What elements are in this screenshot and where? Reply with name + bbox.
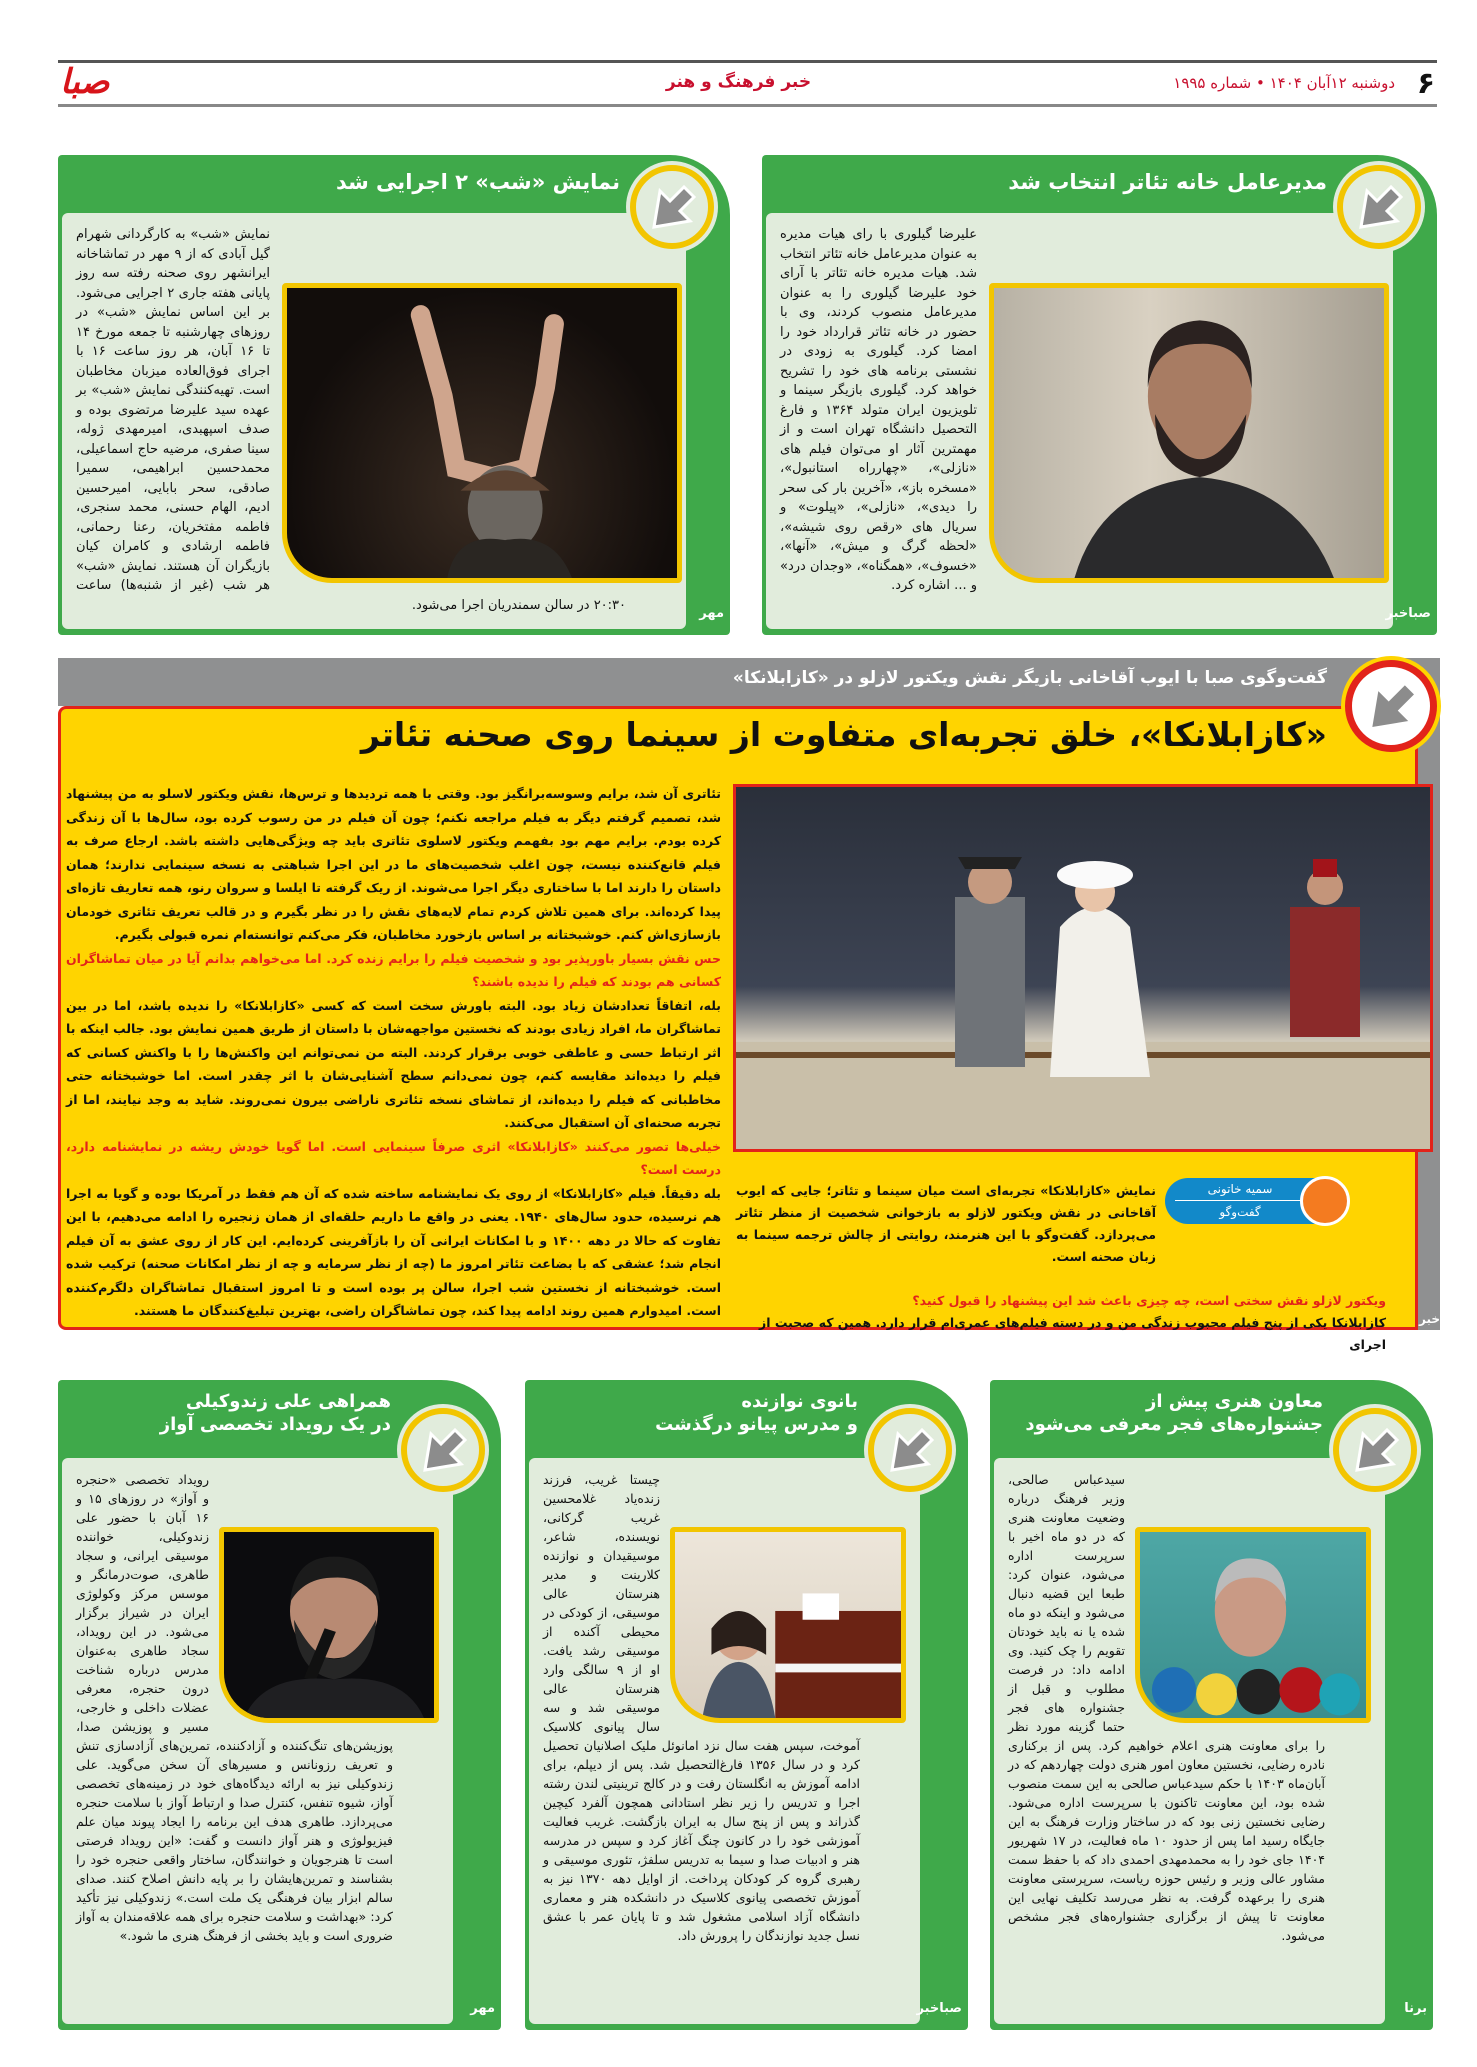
news-body: چیستا غریب، فرزند زنده‌یاد غلامحسین غریب گرکانی، نویسنده، شاعر، موسیقیدان و نوازنده کلارینت و مدیر هنرستان عالی موسیقی، از کودکی در محیطی آکنده از موسیقی رشد یافت. او از ۹ سالگی وارد هنرستان عالی موسیقی شد و سه سال پیانوی کلاسیک آموخت، سپس هفت سال نزد امانوئل ملیک اصلانیان تحصیل کرد و در سال ۱۳۵۶ فارغ‌التحصیل شد. پس از دیپلم، برای ادامه آموزش به انگلستان رفت و در کالج ترینیتی لندن رشته اجرا و تدریس را زیر نظر استادانی همچون آلفرد کیچین گذراند و پس از پنج سال به ایران بازگشت. غریب فعالیت آموزشی خود را در کانون چنگ آغاز کرد و سپس در مدرسه هنر و ادبیات صدا و سیما به تدریس سلفژ، تئوری موسیقی و رهبری گروه کر کودکان پرداخت. از اوایل دهه ۱۳۷۰ نیز به آموزش تخصصی پیانوی کلاسیک در دانشکده هنر و معماری دانشگاه آزاد اسلامی مشغول شد و تا پایان عمر با عشق نسل جدید نوازندگان را پرورش داد. <box>529 1458 920 1957</box>
news-photo-performer <box>282 283 682 583</box>
interview-headline: «کازابلانکا»، خلق تجربه‌ای متفاوت از سینما روی صحنه تئاتر <box>360 715 1327 754</box>
answer-1-start: کازابلانکا یکی از پنج فیلم محبوب زندگی من و در دسته فیلم‌های عمری‌ام قرار دارد. همین که صحبت از اجرای <box>759 1315 1386 1352</box>
answer-1-continued: تئاتری آن شد، برایم وسوسه‌برانگیز بود. وقتی با همه تردیدها و ترس‌ها، نقش ویکتور لاسلو به من پیشنهاد شد، تصمیم گرفتم دیگر به فیلم مراجعه نکنم؛ چون آن فیلم در من رسوب کرده بود، سال‌ها با آن زندگی کرده بودم. برایم مهم بود بفهمم ویکتور لاسلوی تئاتری باید چه ویژگی‌هایی داشته باشد. ارجاع صرف به فیلم قانع‌کننده نیست، چون اغلب شخصیت‌های ما در این اجرا شباهتی به نسخه سینمایی ندارند؛ همان داستان را دارند اما با ساختاری دیگر اجرا می‌شوند. از ریک گرفته تا ایلسا و سروان رنو، همه تعاریف تازه‌ای پیدا کرده‌اند. برای همین تلاش کردم تمام لایه‌های نقش را در نظر بگیرم و در قالب تعریف تئاتری خودمان بازسازی‌اش کنم. خوشبختانه بر اساس بازخورد مخاطبان، فکر می‌کنم توانسته‌ام نمره قبولی بگیرم. <box>66 786 721 942</box>
interview-text-column <box>66 782 721 1323</box>
interview-kicker: گفت‌وگوی صبا با ایوب آقاخانی بازیگر نقش ویکتور لازلو در «کازابلانکا» <box>732 668 1327 688</box>
answer-3: بله دقیقاً. فیلم «کازابلانکا» از روی یک نمایشنامه ساخته شده که آن هم فقط در آمریکا بوده و گویا به اجرا هم نرسیده، حدود سال‌های ۱۹۴۰. یعنی در واقع ما داریم حلقه‌ای از همان زنجیره را ادامه می‌دهیم، با این تفاوت که حالا در دهه ۱۴۰۰ و با امکانات ایرانی آن را بازآفرینی کرده‌ایم. این کار از روی عشق به آن فیلم انجام شد؛ عشقی که با بضاعت تئاتر امروز ما (چه از نظر سرمایه و چه از نظر امکانات صحنه) ترکیب شده است. خوشبختانه از نخستین شب اجرا، سالن پر بوده است و تا امروز استقبال تماشاگران دلگرم‌کننده است. امیدوارم همین روند ادامه پیدا کند، چون تماشاگران راضی، بهترین تبلیغ‌کنندگان ما هستند. <box>66 1185 721 1318</box>
news-body: سیدعباس صالحی، وزیر فرهنگ درباره وضعیت معاونت هنری که در دو ماه اخیر با سرپرست اداره می‌شود، عنوان کرد: طبعا این قضیه دنبال می‌شود و اینکه دو ماه شده یا نه باید خودتان تقویم را چک کنید. وی ادامه داد: در فرصت مطلوب و قبل از جشنواره های فجر حتما گزینه مورد نظر را برای معاونت هنری اعلام خواهیم کرد. پس از برکناری نادره رضایی، نخستین معاون امور هنری دولت چهاردهم که در آبان‌ماه ۱۴۰۳ با حکم سیدعباس صالحی به این سمت منصوب شده بود، این معاونت تاکنون با سرپرست اداره می‌شود. رضایی نخستین زنی بود که در ساختار وزارت فرهنگ به این جایگاه رسید اما پس از حدود ۱۰ ماه فعالیت، در ۱۷ شهریور ۱۴۰۴ جای خود را به محمدمهدی احمدی داد که با حفظ سمت مشاور عالی وزیر و رئیس حوزه ریاست، سرپرستی معاونت هنری را برعهده گرفت. به نظر می‌رسد تکلیف نهایی این معاونت تا پیش از برگزاری جشنواره‌های فجر مشخص می‌شود. <box>994 1458 1385 1957</box>
news-photo-portrait <box>989 283 1389 583</box>
newspaper-logo[interactable]: صبا <box>60 62 110 102</box>
question-3: خیلی‌ها تصور می‌کنند «کازابلانکا» اثری صرفاً سینمایی است. اما گویا خودش ریشه در نمایشنامه دارد، درست است؟ <box>66 1138 721 1177</box>
author-name: سمیه خاتونی <box>1175 1178 1305 1201</box>
news-source: صباخبر <box>1385 606 1431 621</box>
news-source: مهر <box>699 606 724 621</box>
news-title: معاون هنری پیش از جشنواره‌های فجر معرفی می‌شود <box>1025 1391 1323 1436</box>
header-bottom-rule <box>58 104 1437 107</box>
question-2: حس نقش بسیار باورپذیر بود و شخصیت فیلم را برایم زنده کرد. اما می‌خواهم بدانم آیا در میان تماشاگران کسانی هم بودند که فیلم را ندیده باشند؟ <box>66 950 721 989</box>
section-title: خبر فرهنگ و هنر <box>665 72 812 92</box>
news-title: همراهی علی زندوکیلی در یک رویداد تخصصی آواز <box>159 1391 391 1436</box>
arrow-badge-icon <box>1337 165 1421 249</box>
news-source: مهر <box>470 2001 495 2016</box>
news-box-shab-play <box>58 155 730 635</box>
arrow-badge-icon <box>630 165 714 249</box>
interview-source: صباخبر <box>1419 1312 1462 1326</box>
news-body: رویداد تخصصی «حنجره و آواز» در روزهای ۱۵ و ۱۶ آبان با حضور علی زندوکیلی، خواننده موسیقی ایرانی، و سجاد طاهری، صوت‌درمانگر و موسس مرکز وکولوژی ایران در شیراز برگزار می‌شود. در این رویداد، سجاد طاهری به‌عنوان مدرس درباره شناخت درون حنجره، معرفی عضلات داخلی و خارجی، مسیر و پوزیشن صدا، پوزیشن‌های تنگ‌کننده و آزادکننده، تمرین‌های آزادسازی تنش و تعریف رزونانس و مسیرهای آن سخن می‌گوید. علی زندوکیلی نیز به ارائه دیدگاه‌های خود در زمینه‌های تخصصی آواز، شیوه تنفس، کنترل صدا و ارتباط آواز با سلامت حنجره می‌پردازد. طاهری هدف این برنامه را ایجاد پیوند میان علم فیزیولوژی و هنر آواز دانست و گفت: «این رویداد فرصتی است تا هنرجویان و خوانندگان، ساختار واقعی حنجره خود را بشناسند و تمرین‌هایشان را بر پایه دانش اصلاح کنند. صدای سالم ابزار بیان فرهنگی یک ملت است.» زندوکیلی نیز تأکید کرد: «بهداشت و سلامت حنجره برای همه علاقه‌مندان به آواز ضروری است و باید بخشی از فرهنگ هنری ما شود.» <box>62 1458 453 1957</box>
interview-stage-photo <box>733 784 1433 1152</box>
news-photo-singer <box>219 1527 439 1723</box>
question-1: ویکتور لازلو نقش سختی است، چه چیزی باعث شد این پیشنهاد را قبول کنید؟ <box>912 1293 1386 1308</box>
news-photo-minister <box>1135 1527 1371 1723</box>
news-body: علیرضا گیلوری با رای هیات مدیره به عنوان مدیرعامل خانه تئاتر انتخاب شد. هیات مدیره خانه تئاتر با آرای خود علیرضا گیلوری را به عنوان مدیرعامل منصوب کردند، وی با حضور در خانه تئاتر قرارداد خود را امضا کرد. گیلوری به زودی در نشستی برنامه های خود را تشریح خواهد کرد. گیلوری بازیگر سینما و تلویزیون ایران متولد ۱۳۶۴ و فارغ التحصیل دانشگاه تهران است و از مهمترین آثار او می‌توان فیلم های «نازلی»، «چهارراه استانبول»، «مسخره باز»، «آخرین بار کی سحر را دیدی»، «نازلی»، «پیلوت» و سریال های «رقص روی شیشه»، «لحظه گرگ و میش»، «آنها»، «خسوف»، «همگناه»، «وجدان درد» و ... اشاره کرد. <box>766 213 1393 608</box>
arrow-badge-icon <box>1333 1408 1417 1492</box>
news-box-theatre-house <box>762 155 1437 635</box>
page-number: ۶ <box>1416 66 1435 101</box>
header-top-rule <box>58 60 1437 63</box>
arrow-badge-icon <box>1345 660 1437 752</box>
answer-2: بله، اتفاقاً تعدادشان زیاد بود. البته باورش سخت است که کسی «کازابلانکا» را ندیده باشد، اما در بین تماشاگران ما، افراد زیادی بودند که نخستین مواجهه‌شان با داستان از طریق همین نمایش بود. جالب اینکه با اثر ارتباط حسی و عاطفی خوبی برقرار کردند. البته من نمی‌توانم این واکنش‌ها را با واکنش کسانی که فیلم را دیده‌اند مقایسه کنم، چون نمی‌دانم سطح آشنایی‌شان با اثر چقدر است. اما خوشبختانه حتی مخاطبانی که فیلم را دیده‌اند، از تماشای نسخه تئاتری ناراضی بیرون نمی‌روند. شاید به وجد نیایند، اما از تجربه صحنه‌ای آن استقبال می‌کنند. <box>66 997 721 1130</box>
news-body: نمایش «شب» به کارگردانی شهرام گیل آبادی که از ۹ مهر در تماشاخانه ایرانشهر روی صحنه رفته سه روز پایانی هفته جاری ۲ اجرایی می‌شود. بر این اساس نمایش «شب» در روزهای چهارشنبه تا جمعه مورخ ۱۴ تا ۱۶ آبان، هر روز ساعت ۱۶ با اجرای فوق‌العاده میزبان مخاطبان است. تهیه‌کنندگی نمایش «شب» بر عهده سید علیرضا مرتضوی بوده و صدف اسپهبدی، امیرمهدی ژوله، سینا صفری، مرضیه حاج اسماعیلی، محمدحسین ابراهیمی، سمیرا صادقی، سحر بابایی، امیرحسین ادیم، الهام حسنی، محمد سنجری، فاطمه مفتخریان، رعنا رحمانی، فاطمه ارشادی و کامران کیان بازیگران آن هستند. نمایش «شب» هر شب (غیر از شنبه‌ها) ساعت ۲۰:۳۰ در سالن سمندریان اجرا می‌شود. <box>62 213 686 627</box>
news-photo-pianist <box>670 1527 906 1723</box>
speech-bubble-icon <box>1300 1176 1350 1226</box>
news-title: بانوی نوازنده و مدرس پیانو درگذشت <box>655 1391 858 1436</box>
issue-date: دوشنبه ۱۲آبان ۱۴۰۴ • شماره ۱۹۹۵ <box>1173 74 1395 92</box>
news-source: برنا <box>1404 2001 1427 2016</box>
question-1-block <box>736 1290 1386 1356</box>
interview-intro: نمایش «کازابلانکا» تجربه‌ای است میان سینما و تئاتر؛ جایی که ایوب آقاخانی در نقش ویکتور لازلو به بازخوانی شخصیت از منظر تئاتر می‌پردازد. گفت‌وگو با این هنرمند، روایتی از چالش ترجمه سینما به زبان صحنه است. <box>736 1183 1156 1264</box>
arrow-badge-icon <box>401 1408 485 1492</box>
news-title: نمایش «شب» ۲ اجرایی شد <box>335 170 620 194</box>
article-type: گفت‌وگو <box>1219 1205 1261 1219</box>
news-source: صباخبر <box>916 2001 962 2016</box>
news-title: مدیرعامل خانه تئاتر انتخاب شد <box>1008 170 1327 194</box>
arrow-badge-icon <box>868 1408 952 1492</box>
